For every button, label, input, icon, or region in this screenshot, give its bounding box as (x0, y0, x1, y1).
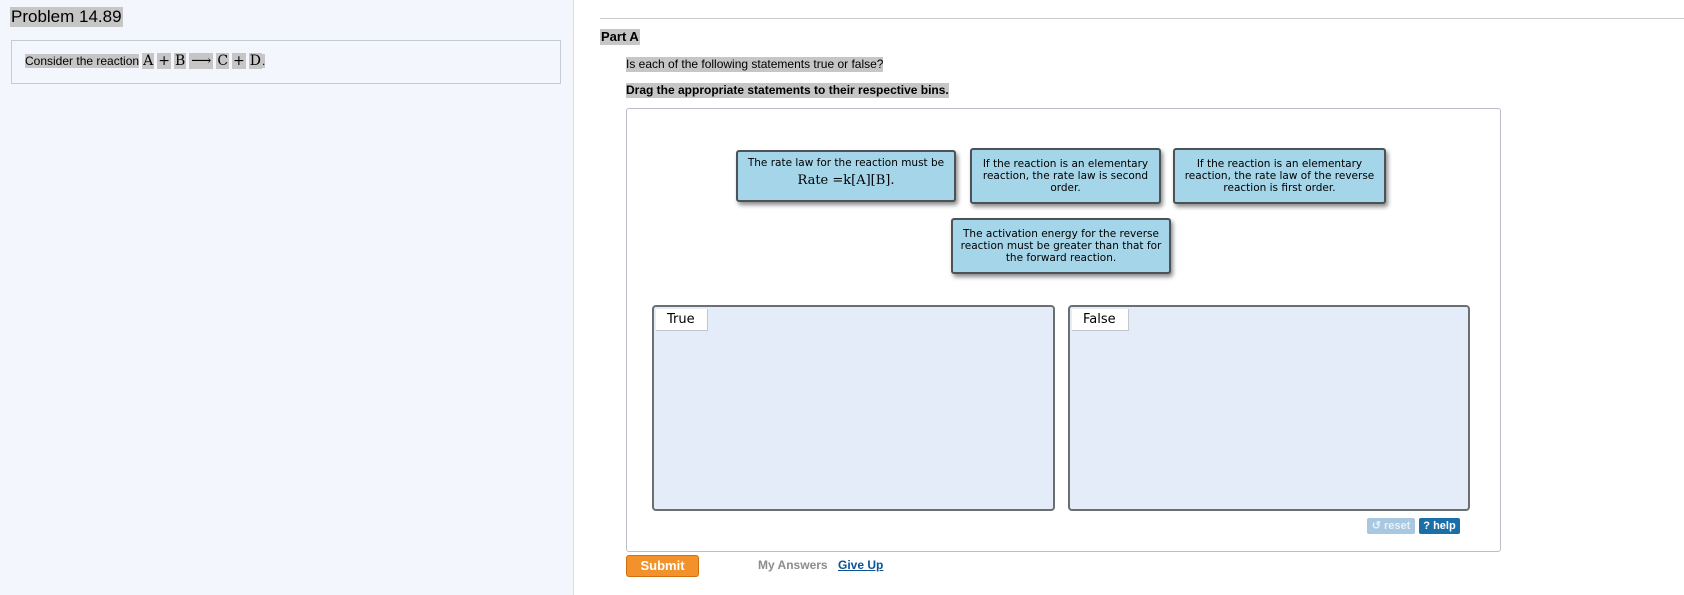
give-up-link[interactable]: Give Up (838, 558, 884, 572)
question-box (11, 40, 561, 84)
reactant-a: A (143, 53, 154, 69)
tile-equation: Rate =k[A][B]. (797, 173, 895, 188)
tile-text: If the reaction is an elementary reaction, the rate law of the reverse reaction is first order. (1184, 158, 1375, 194)
reaction-arrow-icon: ⟶ (191, 53, 212, 69)
statement-tile[interactable] (736, 150, 956, 202)
question-instruction: Is each of the following statements true or false? (626, 57, 884, 71)
reset-icon: ↺ (1371, 520, 1381, 532)
statement-tile[interactable] (970, 148, 1161, 204)
question-prefix: Consider the reaction (25, 54, 140, 68)
product-c: C (217, 53, 229, 69)
reactant-b: B (174, 53, 186, 69)
tile-text: The rate law for the reaction must be (747, 157, 945, 169)
reset-button[interactable] (1367, 518, 1415, 534)
problem-pane (0, 0, 574, 595)
divider (600, 18, 1684, 19)
tile-text: The activation energy for the reverse reaction must be greater than that for the forward reaction. (960, 228, 1162, 264)
false-bin[interactable] (1068, 305, 1470, 511)
drag-instruction: Drag the appropriate statements to their respective bins. (626, 83, 949, 97)
true-bin[interactable] (652, 305, 1055, 511)
plus-sign: + (158, 53, 170, 69)
statement-tile[interactable] (951, 218, 1171, 274)
help-button[interactable]: ? help (1419, 518, 1460, 534)
bin-label: False (1072, 309, 1129, 331)
submit-button[interactable]: Submit (626, 555, 699, 577)
part-title: Part A (601, 29, 639, 44)
my-answers-link: My Answers (758, 558, 828, 572)
question-text (25, 53, 265, 69)
plus-sign: + (233, 53, 245, 69)
sentence-end: . (262, 54, 266, 68)
product-d: D (249, 53, 261, 69)
reset-label: reset (1383, 520, 1411, 532)
tile-text: If the reaction is an elementary reaction, the rate law is second order. (982, 158, 1149, 194)
bin-label: True (656, 309, 708, 331)
problem-title: Problem 14.89 (11, 7, 122, 26)
statement-tile[interactable] (1173, 148, 1386, 204)
